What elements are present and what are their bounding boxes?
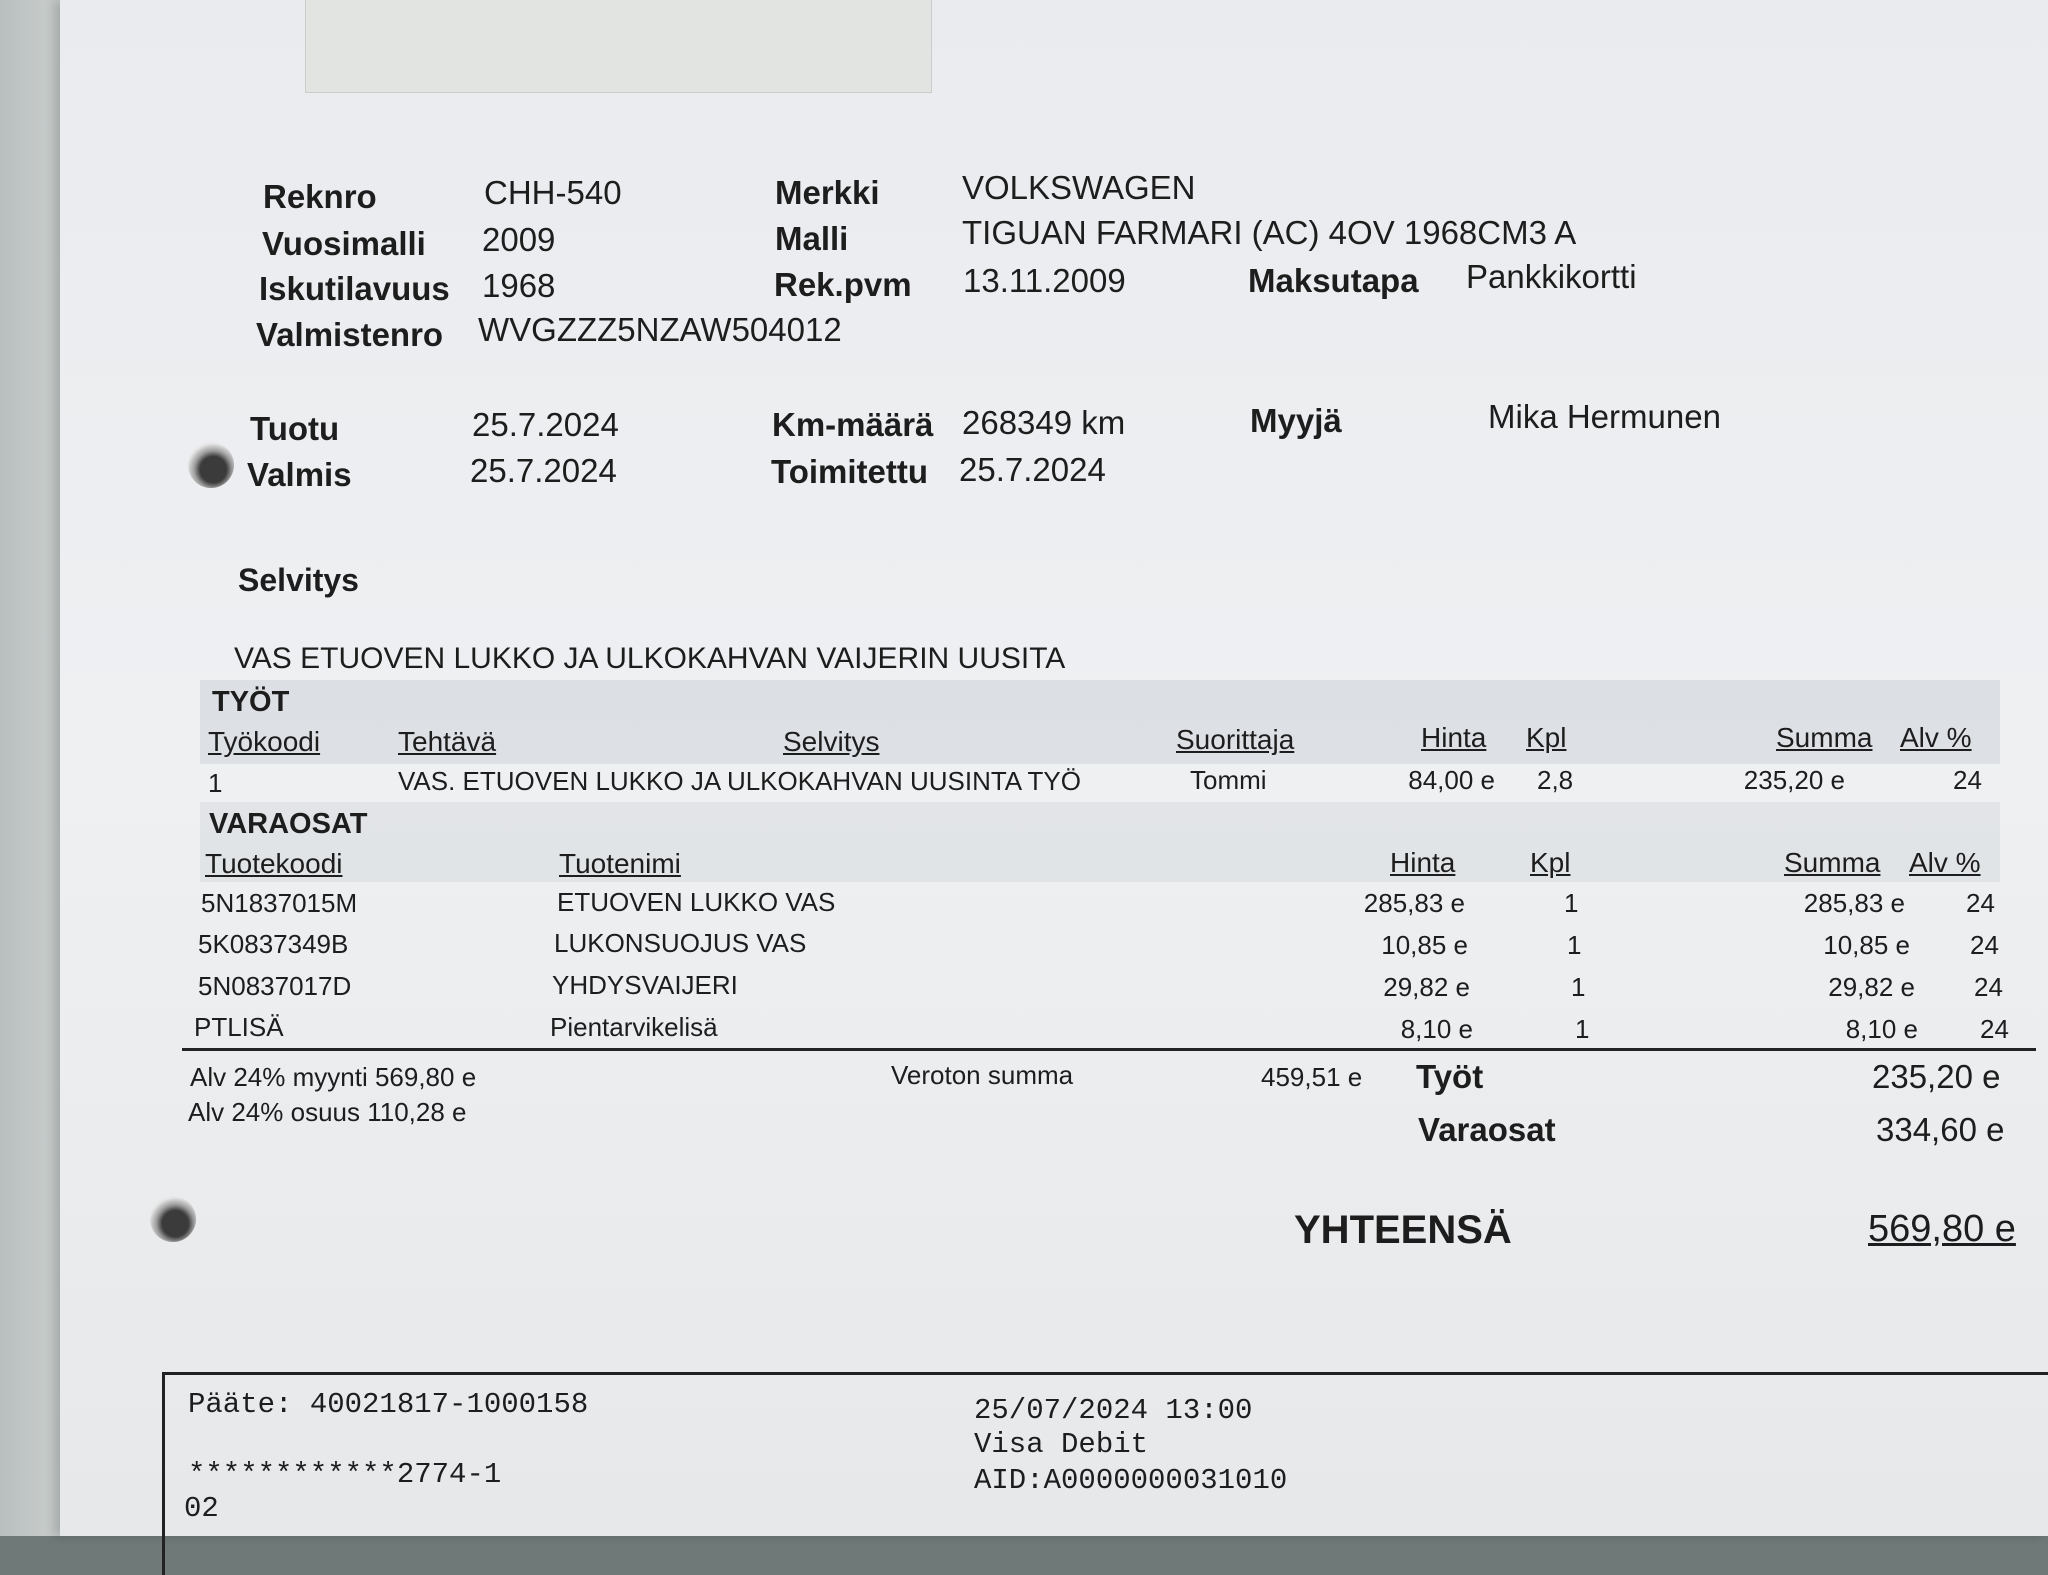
- varaosat-row-name: YHDYSVAIJERI: [552, 970, 738, 1000]
- tuotu-label: Tuotu: [250, 410, 340, 447]
- punch-hole: [188, 442, 234, 488]
- tyot-row-code: 1: [208, 768, 223, 798]
- maksutapa-value: Pankkikortti: [1466, 258, 1637, 295]
- merkki-label: Merkki: [775, 174, 880, 211]
- tyot-header-qty: Kpl: [1526, 722, 1567, 753]
- varaosat-row-code: 5N1837015M: [201, 888, 358, 918]
- varaosat-row-code: 5K0837349B: [198, 929, 349, 959]
- receipt-card-type: Visa Debit: [974, 1428, 1149, 1461]
- varaosat-row-qty: 1: [1575, 1014, 1590, 1044]
- varaosat-title: VARAOSAT: [209, 808, 368, 840]
- tyot-header-desc: Selvitys: [783, 726, 880, 757]
- malli-value: TIGUAN FARMARI (AC) 4OV 1968CM3 A: [962, 214, 1577, 251]
- varaosat-row-sum: 29,82 e: [1828, 972, 1915, 1002]
- varaosat-row-price: 29,82 e: [1383, 972, 1470, 1002]
- km-value: 268349 km: [962, 404, 1126, 441]
- varaosat-total-label: Varaosat: [1418, 1111, 1556, 1148]
- receipt-card-number: ************2774-1: [188, 1458, 502, 1491]
- varaosat-header-code: Tuotekoodi: [205, 848, 343, 879]
- tyot-row-worker: Tommi: [1190, 765, 1267, 795]
- varaosat-row-code: 5N0837017D: [198, 971, 352, 1001]
- tyot-row-sum: 235,20 e: [1743, 765, 1845, 795]
- varaosat-row-name: Pientarvikelisä: [550, 1012, 718, 1042]
- varaosat-row-price: 285,83 e: [1363, 888, 1465, 918]
- malli-label: Malli: [775, 220, 849, 257]
- vuosimalli-value: 2009: [482, 221, 556, 258]
- valmis-label: Valmis: [247, 456, 352, 493]
- table-divider: [182, 1048, 2036, 1051]
- varaosat-row-qty: 1: [1567, 930, 1582, 960]
- selvitys-title: Selvitys: [238, 562, 359, 598]
- yhteensa-label: YHTEENSÄ: [1294, 1208, 1512, 1252]
- veroton-label: Veroton summa: [891, 1060, 1074, 1090]
- tyot-header-worker: Suorittaja: [1176, 724, 1295, 755]
- varaosat-row-vat: 24: [1966, 888, 1995, 918]
- myyja-label: Myyjä: [1250, 402, 1342, 439]
- receipt-aid: AID:A0000000031010: [974, 1464, 1288, 1497]
- varaosat-row-qty: 1: [1571, 972, 1586, 1002]
- tyot-row-vat: 24: [1953, 765, 1982, 795]
- reknro-value: CHH-540: [484, 174, 622, 211]
- receipt-terminal: Pääte: 40021817-1000158: [188, 1388, 589, 1421]
- varaosat-row-sum: 285,83 e: [1803, 888, 1905, 918]
- tyot-header-vat: Alv %: [1900, 722, 1972, 753]
- varaosat-row-price: 10,85 e: [1381, 930, 1468, 960]
- varaosat-row-code: PTLISÄ: [194, 1012, 284, 1042]
- varaosat-header-name: Tuotenimi: [559, 848, 681, 879]
- varaosat-row-vat: 24: [1980, 1014, 2009, 1044]
- alv-myynti: Alv 24% myynti 569,80 e: [190, 1062, 477, 1092]
- myyja-value: Mika Hermunen: [1488, 398, 1721, 435]
- punch-hole: [150, 1196, 196, 1242]
- paper-label-sticker: [305, 0, 932, 93]
- km-label: Km-määrä: [772, 406, 934, 443]
- iskutilavuus-value: 1968: [482, 267, 556, 304]
- tyot-total-value: 235,20 e: [1872, 1058, 2001, 1095]
- varaosat-row-sum: 10,85 e: [1823, 930, 1910, 960]
- varaosat-row-sum: 8,10 e: [1845, 1014, 1918, 1044]
- toimitettu-label: Toimitettu: [771, 453, 929, 490]
- valmis-value: 25.7.2024: [470, 452, 617, 489]
- rekpvm-value: 13.11.2009: [963, 262, 1126, 299]
- veroton-value: 459,51 e: [1261, 1062, 1363, 1092]
- tyot-row-task: VAS. ETUOVEN LUKKO JA ULKOKAHVAN UUSINTA TYÖ: [398, 766, 1081, 796]
- varaosat-row-price: 8,10 e: [1400, 1014, 1473, 1044]
- merkki-value: VOLKSWAGEN: [962, 169, 1196, 206]
- alv-osuus: Alv 24% osuus 110,28 e: [188, 1097, 467, 1127]
- varaosat-header-vat: Alv %: [1909, 847, 1981, 878]
- tyot-total-label: Työt: [1416, 1058, 1484, 1095]
- varaosat-row-vat: 24: [1970, 930, 1999, 960]
- varaosat-row-vat: 24: [1974, 972, 2003, 1002]
- tyot-row-qty: 2,8: [1537, 765, 1574, 795]
- vuosimalli-label: Vuosimalli: [262, 225, 426, 262]
- selvitys-text: VAS ETUOVEN LUKKO JA ULKOKAHVAN VAIJERIN UUSITA: [234, 642, 1066, 675]
- varaosat-header-price: Hinta: [1390, 847, 1456, 878]
- tyot-header-code: Työkoodi: [208, 726, 321, 757]
- tyot-header-sum: Summa: [1776, 722, 1873, 753]
- varaosat-header-sum: Summa: [1784, 847, 1881, 878]
- varaosat-row-name: LUKONSUOJUS VAS: [554, 928, 807, 958]
- tyot-title: TYÖT: [212, 686, 290, 718]
- tyot-header-price: Hinta: [1421, 722, 1487, 753]
- varaosat-total-value: 334,60 e: [1876, 1111, 2005, 1148]
- varaosat-row-qty: 1: [1564, 888, 1579, 918]
- toimitettu-value: 25.7.2024: [959, 451, 1106, 488]
- receipt-datetime: 25/07/2024 13:00: [974, 1394, 1253, 1427]
- tyot-row-price: 84,00 e: [1408, 765, 1495, 795]
- valmistenro-label: Valmistenro: [256, 316, 444, 353]
- varaosat-row-name: ETUOVEN LUKKO VAS: [557, 887, 836, 917]
- varaosat-header-qty: Kpl: [1530, 847, 1571, 878]
- reknro-label: Reknro: [263, 178, 377, 215]
- valmistenro-value: WVGZZZ5NZAW504012: [478, 311, 842, 348]
- maksutapa-label: Maksutapa: [1248, 262, 1419, 299]
- varaosat-header-band: [200, 802, 2000, 882]
- yhteensa-value: 569,80 e: [1868, 1208, 2016, 1250]
- receipt-line: 02: [184, 1492, 219, 1525]
- tuotu-value: 25.7.2024: [472, 406, 619, 443]
- rekpvm-label: Rek.pvm: [774, 266, 912, 303]
- iskutilavuus-label: Iskutilavuus: [259, 270, 450, 307]
- tyot-header-task: Tehtävä: [398, 726, 497, 757]
